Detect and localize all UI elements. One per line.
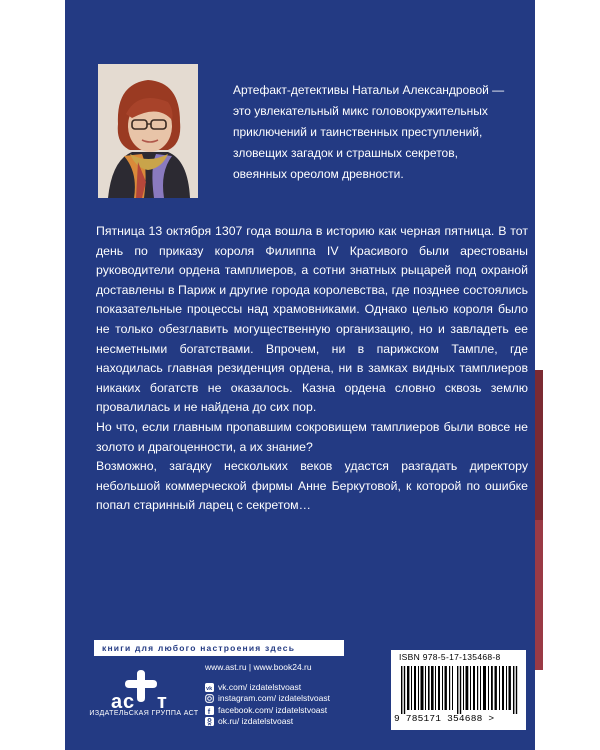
svg-text:т: т (157, 691, 167, 712)
facebook-icon (205, 706, 214, 715)
intro-line: зловещих загадок и страшных секретов, (233, 146, 458, 160)
spine-edge (535, 520, 543, 670)
publisher-name: ИЗДАТЕЛЬСКАЯ ГРУППА АСТ (89, 710, 199, 717)
annotation-paragraph: Возможно, загадку нескольких веков удастся разгадать директору небольшой коммерческой фирмы Анне Беркутовой, к которой по ошибке попал старинный ларец с секретом… (96, 459, 528, 513)
intro-line: овеянных ореолом древности. (233, 167, 404, 181)
social-link-vk[interactable] (205, 682, 330, 694)
annotation-paragraph: Пятница 13 октября 1307 года вошла в историю как черная пятница. В тот день по приказу короля Филиппа IV Красивого были арестованы руководители ордена тамплиеров, а сотни знатных рыцарей под охраной доставлены в Париж и другие города королевства, где позднее состоялись показательные процессы над храмовниками. Однако целью короля было не только обезглавить могущественную организацию, но и завладеть ее несметными богатствами. Впрочем, ни в парижском Тампле, где находилась главная резиденция ордена, ни в замках видных тамплиеров никаких богатств не оказалось. Казна ордена словно сквозь землю провалилась и не найдена до сих пор. (96, 224, 528, 415)
website-text: www.ast.ru | www.book24.ru (205, 662, 312, 672)
back-cover (65, 0, 535, 750)
annotation-paragraph: Но что, если главным пропавшим сокровищем тамплиеров были вовсе не золото и драгоценности, а их знание? (96, 419, 528, 454)
social-link-text: ok.ru/ izdatelstvoast (218, 716, 294, 726)
social-link-ok[interactable] (205, 716, 330, 728)
isbn-label: ISBN 978-5-17-135468-8 (399, 652, 501, 662)
isbn-block (391, 650, 526, 730)
vk-icon (205, 683, 214, 692)
svg-text:vk: vk (206, 685, 213, 692)
website-link[interactable] (205, 662, 330, 674)
intro-line: это увлекательный микс головокружительных (233, 104, 488, 118)
tagline-banner: книги для любого настроения здесь (94, 640, 344, 656)
publisher-links (205, 662, 330, 728)
social-link-instagram[interactable] (205, 693, 330, 705)
author-intro (233, 80, 523, 185)
social-link-text: instagram.com/ izdatelstvoast (218, 693, 330, 703)
barcode-image (401, 666, 519, 714)
intro-line: Артефакт-детективы Натальи Александровой — (233, 83, 505, 97)
ok-icon (205, 717, 214, 726)
author-photo (98, 64, 198, 198)
ast-logo-icon (105, 668, 177, 712)
svg-text:с: с (123, 691, 135, 712)
isbn-digits: 9 785171 354688 > (394, 713, 495, 724)
svg-text:а: а (111, 691, 123, 712)
social-link-facebook[interactable] (205, 705, 330, 717)
annotation-text (96, 222, 528, 516)
social-link-text: vk.com/ izdatelstvoast (218, 681, 302, 692)
author-portrait-image (98, 64, 198, 198)
spine-edge (535, 370, 543, 520)
instagram-icon (205, 694, 214, 703)
intro-line: приключений и таинственных преступлений, (233, 125, 483, 139)
svg-text:f: f (207, 706, 211, 715)
social-link-text: facebook.com/ izdatelstvoast (218, 704, 328, 715)
